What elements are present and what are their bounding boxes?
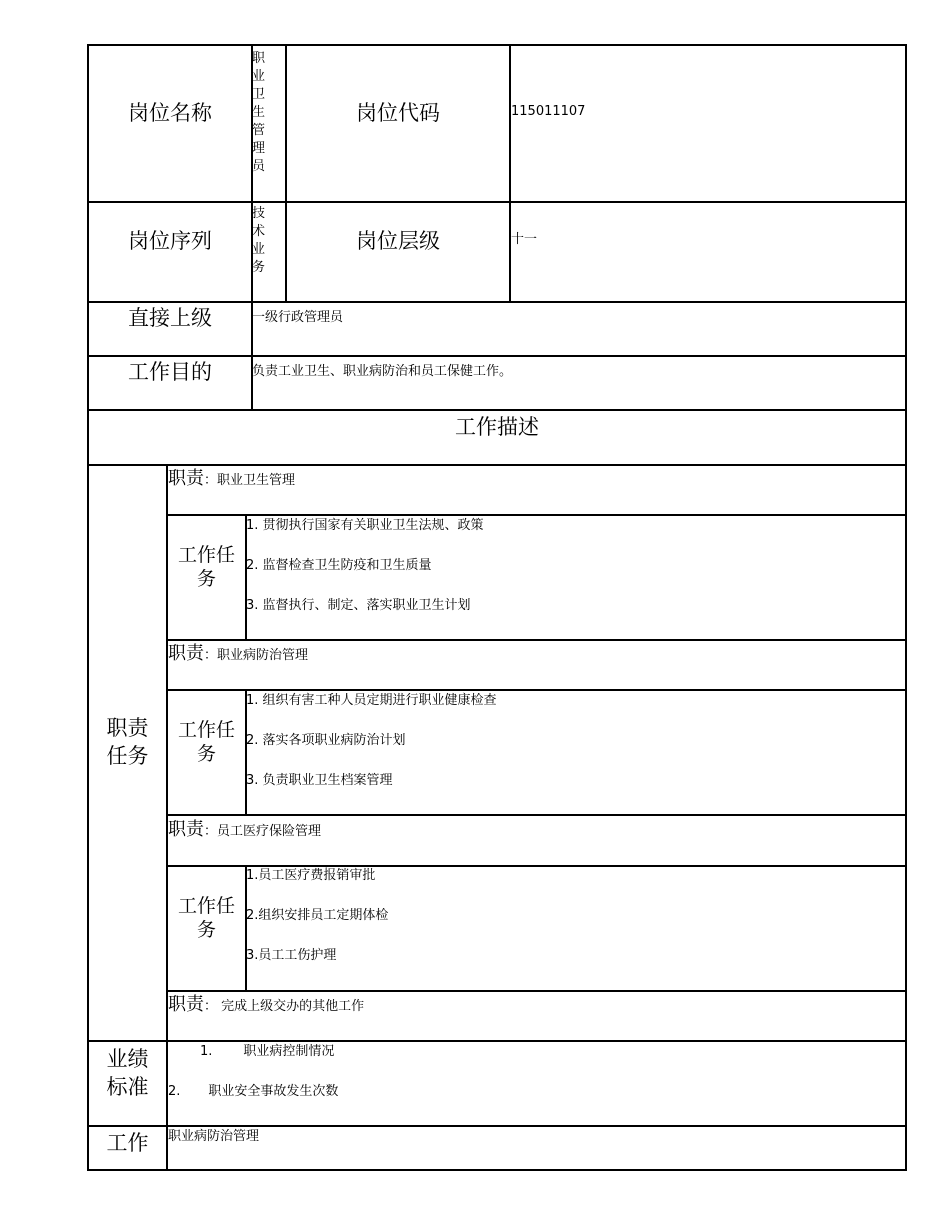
purpose-value: 负责工业卫生、职业病防治和员工保健工作。 [252, 364, 513, 379]
work-value: 职业病防治管理 [168, 1129, 260, 1144]
duty-name: ： 完成上级交办的其他工作 [204, 999, 365, 1014]
side-label-duties: 职责任务 [106, 716, 149, 768]
task-item: 1. 组织有害工种人员定期进行职业健康检查 [246, 693, 497, 708]
performance-item-2 [168, 1083, 338, 1101]
task-item: 2. 监督检查卫生防疫和卫生质量 [246, 558, 432, 573]
duty-4 [168, 993, 364, 1017]
task-label: 工作任务 [177, 544, 235, 590]
duty-2 [168, 642, 308, 666]
task-label: 工作任务 [177, 719, 235, 765]
performance-item-text: 职业安全事故发生次数 [208, 1084, 339, 1099]
task-item: 3. 监督执行、制定、落实职业卫生计划 [246, 598, 471, 613]
description-title: 工作描述 [455, 415, 539, 439]
position-level-value: 十一 [511, 232, 538, 247]
task-item: 1.员工医疗费报销审批 [246, 868, 376, 883]
task-item: 3.员工工伤护理 [246, 948, 337, 963]
position-code-value: 115011107 [511, 104, 586, 119]
duty-name: ：职业病防治管理 [204, 648, 309, 663]
task-item: 2. 落实各项职业病防治计划 [246, 733, 406, 748]
position-sequence-label: 岗位序列 [128, 229, 212, 253]
performance-item-text: 职业病控制情况 [243, 1044, 335, 1059]
task-item: 1. 贯彻执行国家有关职业卫生法规、政策 [246, 518, 484, 533]
duty-prefix: 职责 [168, 468, 204, 489]
performance-item-number: 2. [168, 1084, 181, 1099]
position-name-value: 职业卫生管理员 [252, 51, 266, 174]
superior-value: 一级行政管理员 [252, 310, 344, 325]
superior-label: 直接上级 [128, 306, 212, 330]
purpose-label: 工作目的 [128, 360, 212, 384]
duty-name: ：员工医疗保险管理 [204, 824, 322, 839]
position-level-label: 岗位层级 [356, 229, 440, 253]
task-item: 3. 负责职业卫生档案管理 [246, 773, 393, 788]
duty-prefix: 职责 [168, 994, 204, 1015]
task-label: 工作任务 [177, 895, 235, 941]
performance-item-number: 1. [200, 1044, 213, 1059]
performance-label: 业绩标准 [106, 1047, 149, 1099]
duty-name: ：职业卫生管理 [204, 473, 296, 488]
duty-1 [168, 467, 295, 491]
work-label: 工作 [106, 1131, 149, 1155]
duty-prefix: 职责 [168, 819, 204, 840]
position-name-label: 岗位名称 [128, 101, 212, 125]
duty-prefix: 职责 [168, 643, 204, 664]
duty-3 [168, 818, 321, 842]
position-sequence-value: 技术业务 [252, 206, 266, 275]
task-item: 2.组织安排员工定期体检 [246, 908, 389, 923]
performance-item-1 [200, 1043, 334, 1061]
position-code-label: 岗位代码 [356, 101, 440, 125]
